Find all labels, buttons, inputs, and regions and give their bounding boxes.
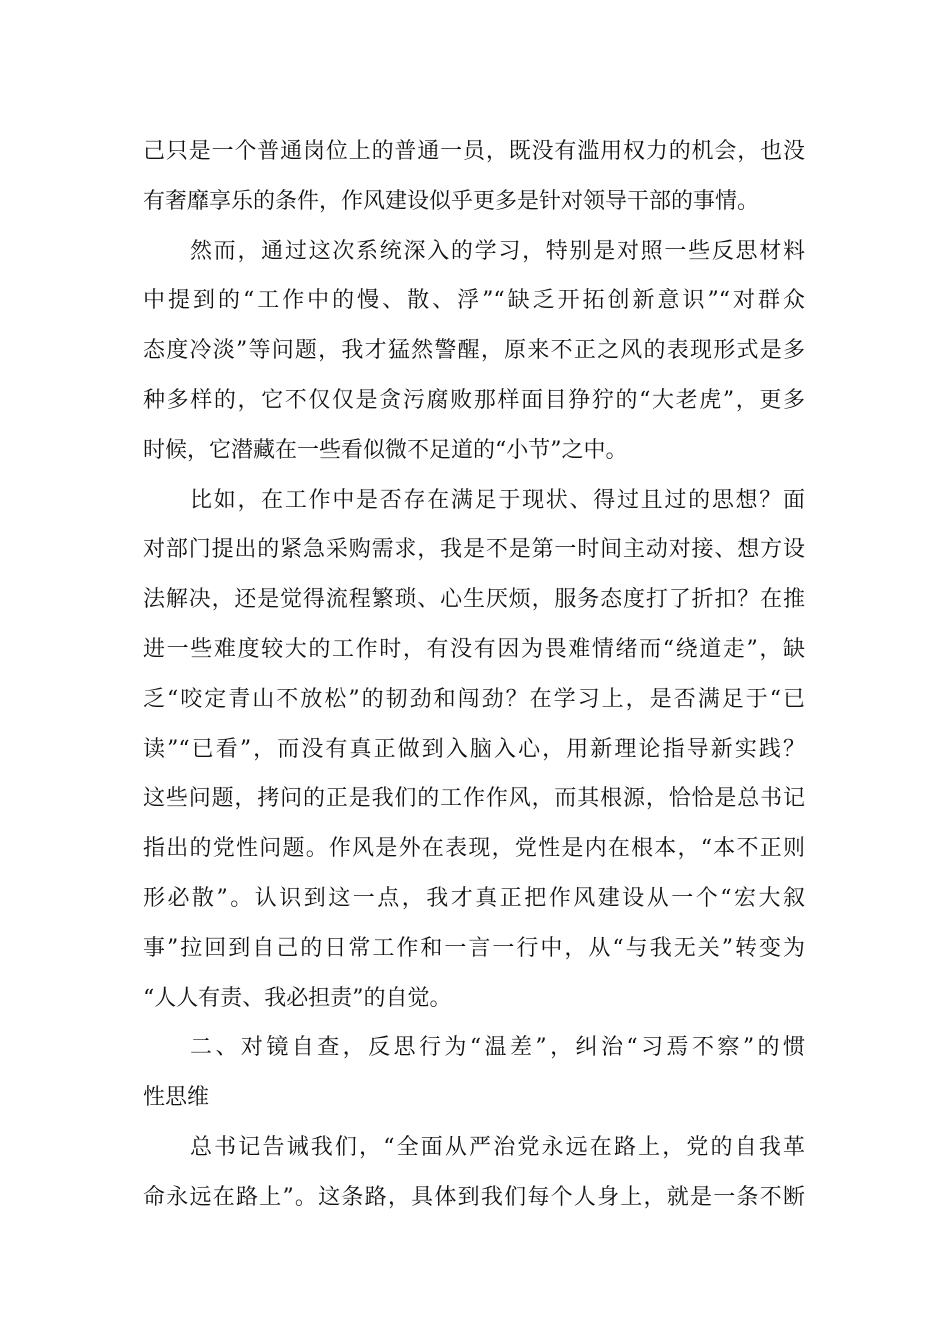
text-line: 中提到的“工作中的慢、散、浮”“缺乏开拓创新意识”“对群众 — [143, 288, 805, 314]
paragraph — [143, 476, 805, 1024]
text-line: 事”拉回到自己的日常工作和一言一行中，从“与我无关”转变为 — [143, 935, 805, 961]
text-line: 己只是一个普通岗位上的普通一员，既没有滥用权力的机会，也没 — [143, 139, 805, 164]
text-line: 二、对镜自查，反思行为“温差”，纠治“习焉不察”的惯 — [190, 1035, 805, 1061]
text-line: 进一些难度较大的工作时，有没有因为畏难情绪而“绕道走”，缺 — [143, 636, 805, 662]
text-line: 读”“已看”，而没有真正做到入脑入心，用新理论指导新实践？ — [143, 736, 805, 762]
text-line: 种多样的，它不仅仅是贪污腐败那样面目狰狞的“大老虎”，更多 — [143, 387, 805, 413]
text-line: 态度冷淡”等问题，我才猛然警醒，原来不正之风的表现形式是多 — [143, 338, 805, 364]
text-line: 然而，通过这次系统深入的学习，特别是对照一些反思材料 — [190, 238, 805, 264]
text-line: 总书记告诫我们，“全面从严治党永远在路上，党的自我革 — [190, 1134, 805, 1160]
paragraph — [143, 1123, 805, 1223]
paragraph — [143, 227, 805, 476]
paragraph — [143, 127, 805, 227]
text-line: 命永远在路上”。这条路，具体到我们每个人身上，就是一条不断 — [143, 1184, 805, 1210]
text-line: 乏“咬定青山不放松”的韧劲和闯劲？在学习上，是否满足于“已 — [143, 686, 805, 712]
text-line: 性思维 — [143, 1085, 210, 1111]
text-line: 时候，它潜藏在一些看似微不足道的“小节”之中。 — [143, 437, 628, 463]
text-line: 这些问题，拷问的正是我们的工作作风，而其根源，恰恰是总书记 — [143, 786, 805, 812]
text-line: 比如，在工作中是否存在满足于现状、得过且过的思想？面 — [190, 487, 805, 513]
text-line: 有奢靡享乐的条件，作风建设似乎更多是针对领导干部的事情。 — [143, 188, 760, 214]
section-heading — [143, 1023, 805, 1123]
text-line: “人人有责、我必担责”的自觉。 — [143, 985, 452, 1011]
text-line: 对部门提出的紧急采购需求，我是不是第一时间主动对接、想方设 — [143, 537, 805, 563]
text-line: 指出的党性问题。作风是外在表现，党性是内在根本，“本不正则 — [143, 836, 805, 862]
document-page — [143, 127, 805, 1223]
text-line: 形必散”。认识到这一点，我才真正把作风建设从一个“宏大叙 — [143, 885, 805, 911]
text-line: 法解决，还是觉得流程繁琐、心生厌烦，服务态度打了折扣？在推 — [143, 587, 805, 613]
